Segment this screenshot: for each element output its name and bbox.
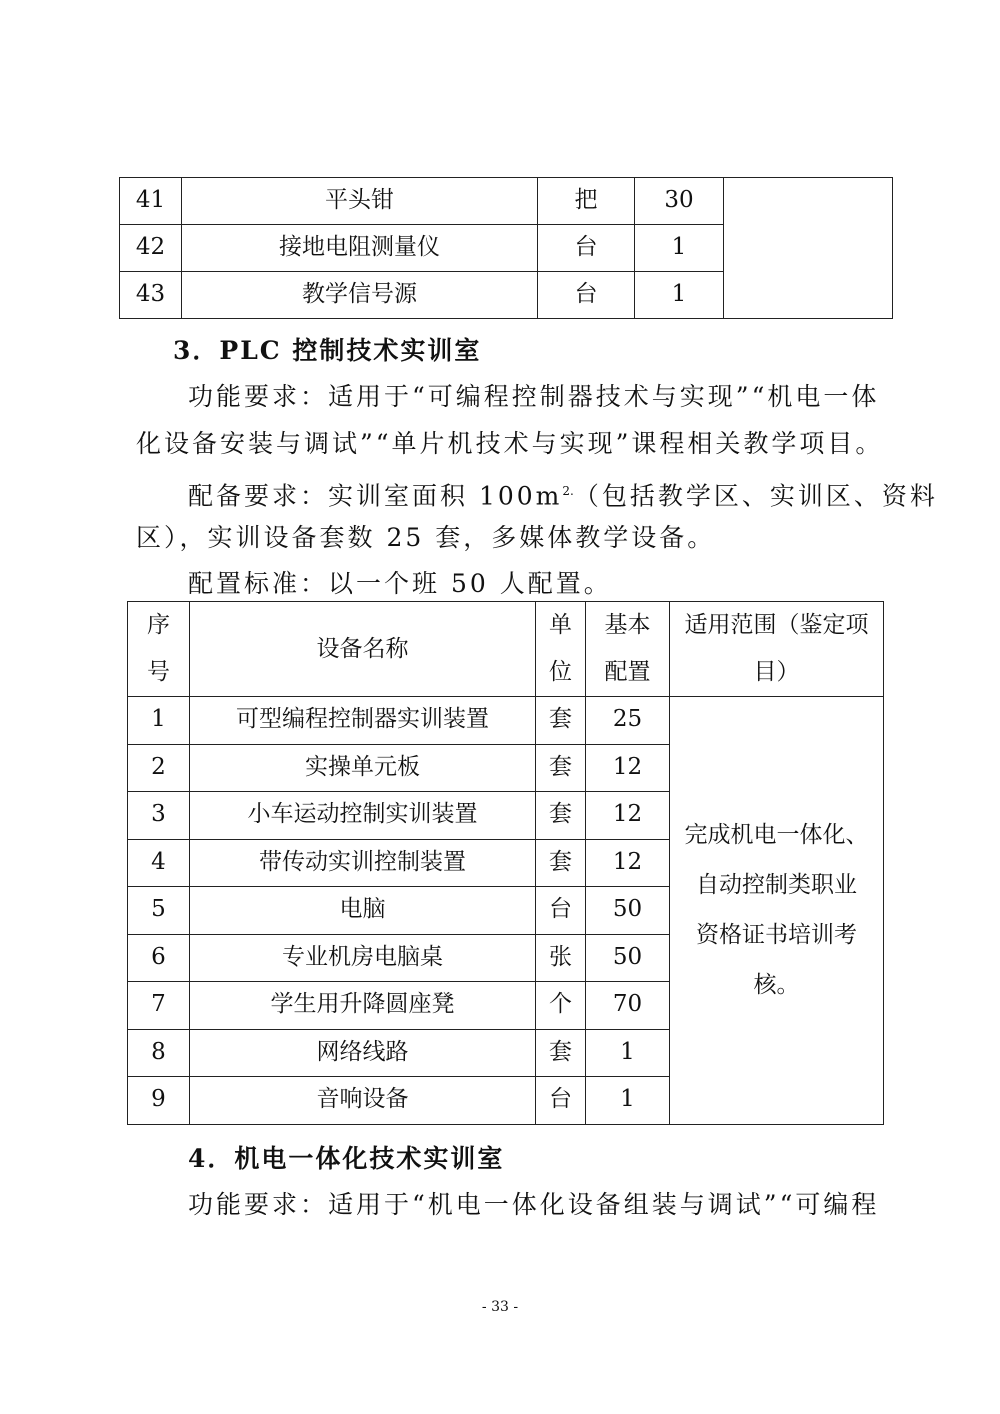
equipment-name: 学生用升降圆座凳 [190, 982, 536, 1030]
header-quantity: 基本 配置 [586, 602, 670, 697]
equipment-name: 平头钳 [182, 178, 538, 225]
row-number: 4 [128, 839, 190, 887]
equipment-quantity: 25 [586, 697, 670, 745]
equipment-name: 音响设备 [190, 1077, 536, 1125]
equipment-name: 网络线路 [190, 1029, 536, 1077]
equipment-quantity: 12 [586, 839, 670, 887]
area-text-rest: （包括教学区、实训区、资料 [573, 481, 938, 511]
scope-cell [724, 178, 893, 319]
header-number: 序 号 [128, 602, 190, 697]
equipment-table-continued [119, 177, 893, 319]
equipment-quantity: 30 [635, 178, 724, 225]
section3-function-line1: 功能要求：适用于“可编程控制器技术与实现”“机电一体 [188, 382, 880, 411]
row-number: 2 [128, 744, 190, 792]
row-number: 43 [120, 272, 182, 319]
equipment-name: 可型编程控制器实训装置 [190, 697, 536, 745]
section3-function-line2: 化设备安装与调试”“单片机技术与实现”课程相关教学项目。 [136, 429, 884, 458]
equipment-quantity: 50 [586, 887, 670, 935]
area-superscript: 2. [562, 484, 574, 498]
section3-config: 配置标准：以一个班 50 人配置。 [188, 569, 612, 598]
equipment-unit: 把 [538, 178, 635, 225]
equipment-quantity: 1 [635, 225, 724, 272]
equipment-unit: 套 [536, 1029, 586, 1077]
header-unit: 单 位 [536, 602, 586, 697]
header-scope: 适用范围（鉴定项 目） [670, 602, 884, 697]
table-header-row [128, 602, 884, 697]
row-number: 5 [128, 887, 190, 935]
equipment-quantity: 50 [586, 934, 670, 982]
section4-heading: 4．机电一体化技术实训室 [188, 1144, 505, 1173]
equipment-unit: 套 [536, 839, 586, 887]
row-number: 3 [128, 792, 190, 840]
equipment-name: 小车运动控制实训装置 [190, 792, 536, 840]
equipment-unit: 台 [538, 225, 635, 272]
equipment-unit: 台 [536, 887, 586, 935]
row-number: 41 [120, 178, 182, 225]
row-number: 9 [128, 1077, 190, 1125]
plc-equipment-table [127, 601, 884, 1125]
section4-function-line1: 功能要求：适用于“机电一体化设备组装与调试”“可编程 [188, 1190, 880, 1219]
equipment-unit: 套 [536, 697, 586, 745]
equipment-name: 接地电阻测量仪 [182, 225, 538, 272]
row-number: 42 [120, 225, 182, 272]
header-name: 设备名称 [190, 602, 536, 697]
equipment-quantity: 1 [635, 272, 724, 319]
row-number: 7 [128, 982, 190, 1030]
row-number: 6 [128, 934, 190, 982]
scope-cell: 完成机电一体化、 自动控制类职业 资格证书培训考 核。 [670, 697, 884, 1125]
equipment-quantity: 1 [586, 1077, 670, 1125]
equipment-name: 教学信号源 [182, 272, 538, 319]
equipment-name: 电脑 [190, 887, 536, 935]
equipment-unit: 套 [536, 792, 586, 840]
equipment-name: 实操单元板 [190, 744, 536, 792]
equipment-quantity: 1 [586, 1029, 670, 1077]
equipment-quantity: 12 [586, 792, 670, 840]
equipment-name: 带传动实训控制装置 [190, 839, 536, 887]
page-number: - 33 - [481, 1299, 519, 1315]
equipment-unit: 台 [536, 1077, 586, 1125]
section3-equipment-line2: 区），实训设备套数 25 套，多媒体教学设备。 [136, 523, 716, 552]
equipment-unit: 个 [536, 982, 586, 1030]
equipment-quantity: 70 [586, 982, 670, 1030]
equipment-unit: 套 [536, 744, 586, 792]
table-row [128, 697, 884, 745]
equipment-name: 专业机房电脑桌 [190, 934, 536, 982]
area-text: 配备要求：实训室面积 100m [188, 481, 563, 511]
section3-heading: 3．PLC 控制技术实训室 [173, 336, 482, 365]
row-number: 8 [128, 1029, 190, 1077]
row-number: 1 [128, 697, 190, 745]
equipment-unit: 张 [536, 934, 586, 982]
section3-equipment-line1 [188, 476, 938, 511]
equipment-unit: 台 [538, 272, 635, 319]
equipment-quantity: 12 [586, 744, 670, 792]
table-row [120, 178, 893, 225]
